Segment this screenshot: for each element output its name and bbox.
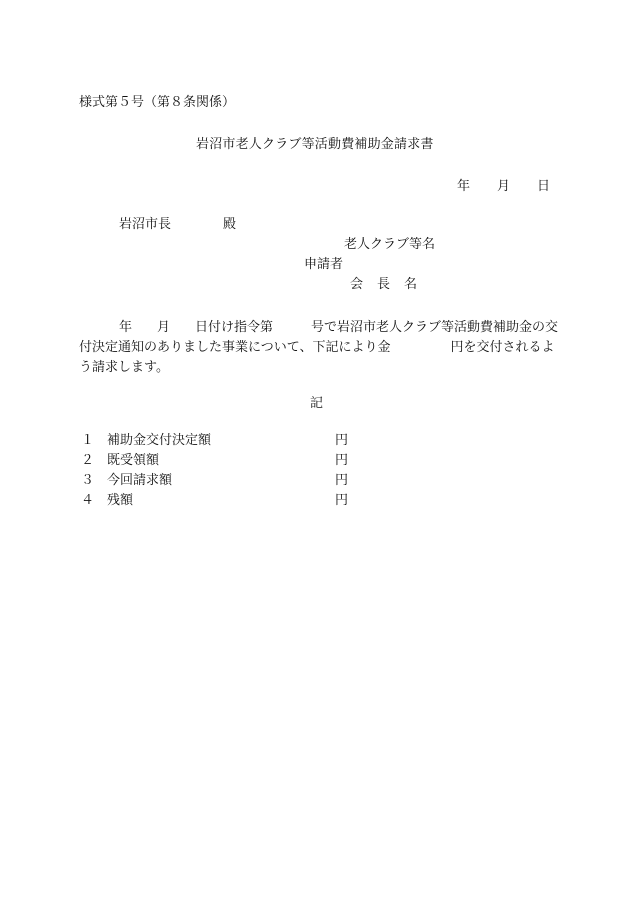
body-amount-suffix-text: 円を交付されるよう請求します。 (79, 340, 555, 375)
item-unit: 円 (335, 433, 349, 448)
date-line (457, 180, 550, 193)
date-day-label: 日 (537, 179, 551, 194)
item-unit: 円 (335, 473, 349, 488)
item-label: 今回請求額 (107, 473, 173, 488)
chair-char-2: 長 (377, 277, 391, 292)
chair-char-1: 会 (350, 277, 364, 292)
date-year-label: 年 (457, 179, 471, 194)
item-unit: 円 (335, 493, 349, 508)
list-item (79, 434, 379, 454)
item-number: １ (81, 433, 95, 448)
item-label: 補助金交付決定額 (107, 433, 212, 448)
request-body-text (79, 318, 559, 378)
applicant-club-name-label: 老人クラブ等名 (344, 237, 436, 252)
item-unit: 円 (335, 453, 349, 468)
item-number: ４ (81, 493, 95, 508)
item-label: 既受領額 (107, 453, 160, 468)
applicant-label: 申請者 (304, 257, 344, 272)
list-item (79, 454, 379, 474)
item-label: 残額 (107, 493, 134, 508)
item-number: ２ (81, 453, 95, 468)
document-title: 岩沼市老人クラブ等活動費補助金請求書 (196, 137, 434, 152)
body-number-suffix-text: 号で岩沼市老人クラブ等活動費補助金の交付決定通知のありました事業について、下記により金 (79, 320, 559, 355)
addressee-honorific: 殿 (223, 217, 237, 232)
body-day-order-text: 日付け指令第 (195, 320, 274, 335)
addressee-name: 岩沼市長 (119, 217, 172, 232)
body-year-label: 年 (119, 320, 133, 335)
amount-items-list (79, 434, 379, 514)
date-month-label: 月 (497, 179, 511, 194)
list-item (79, 494, 379, 514)
body-month-label: 月 (157, 320, 171, 335)
form-number: 様式第５号（第８条関係） (79, 95, 236, 110)
item-number: ３ (81, 473, 95, 488)
applicant-chair-label (350, 278, 417, 291)
addressee (119, 218, 236, 231)
ki-heading: 記 (310, 396, 324, 411)
chair-char-3: 名 (404, 277, 418, 292)
list-item (79, 474, 379, 494)
